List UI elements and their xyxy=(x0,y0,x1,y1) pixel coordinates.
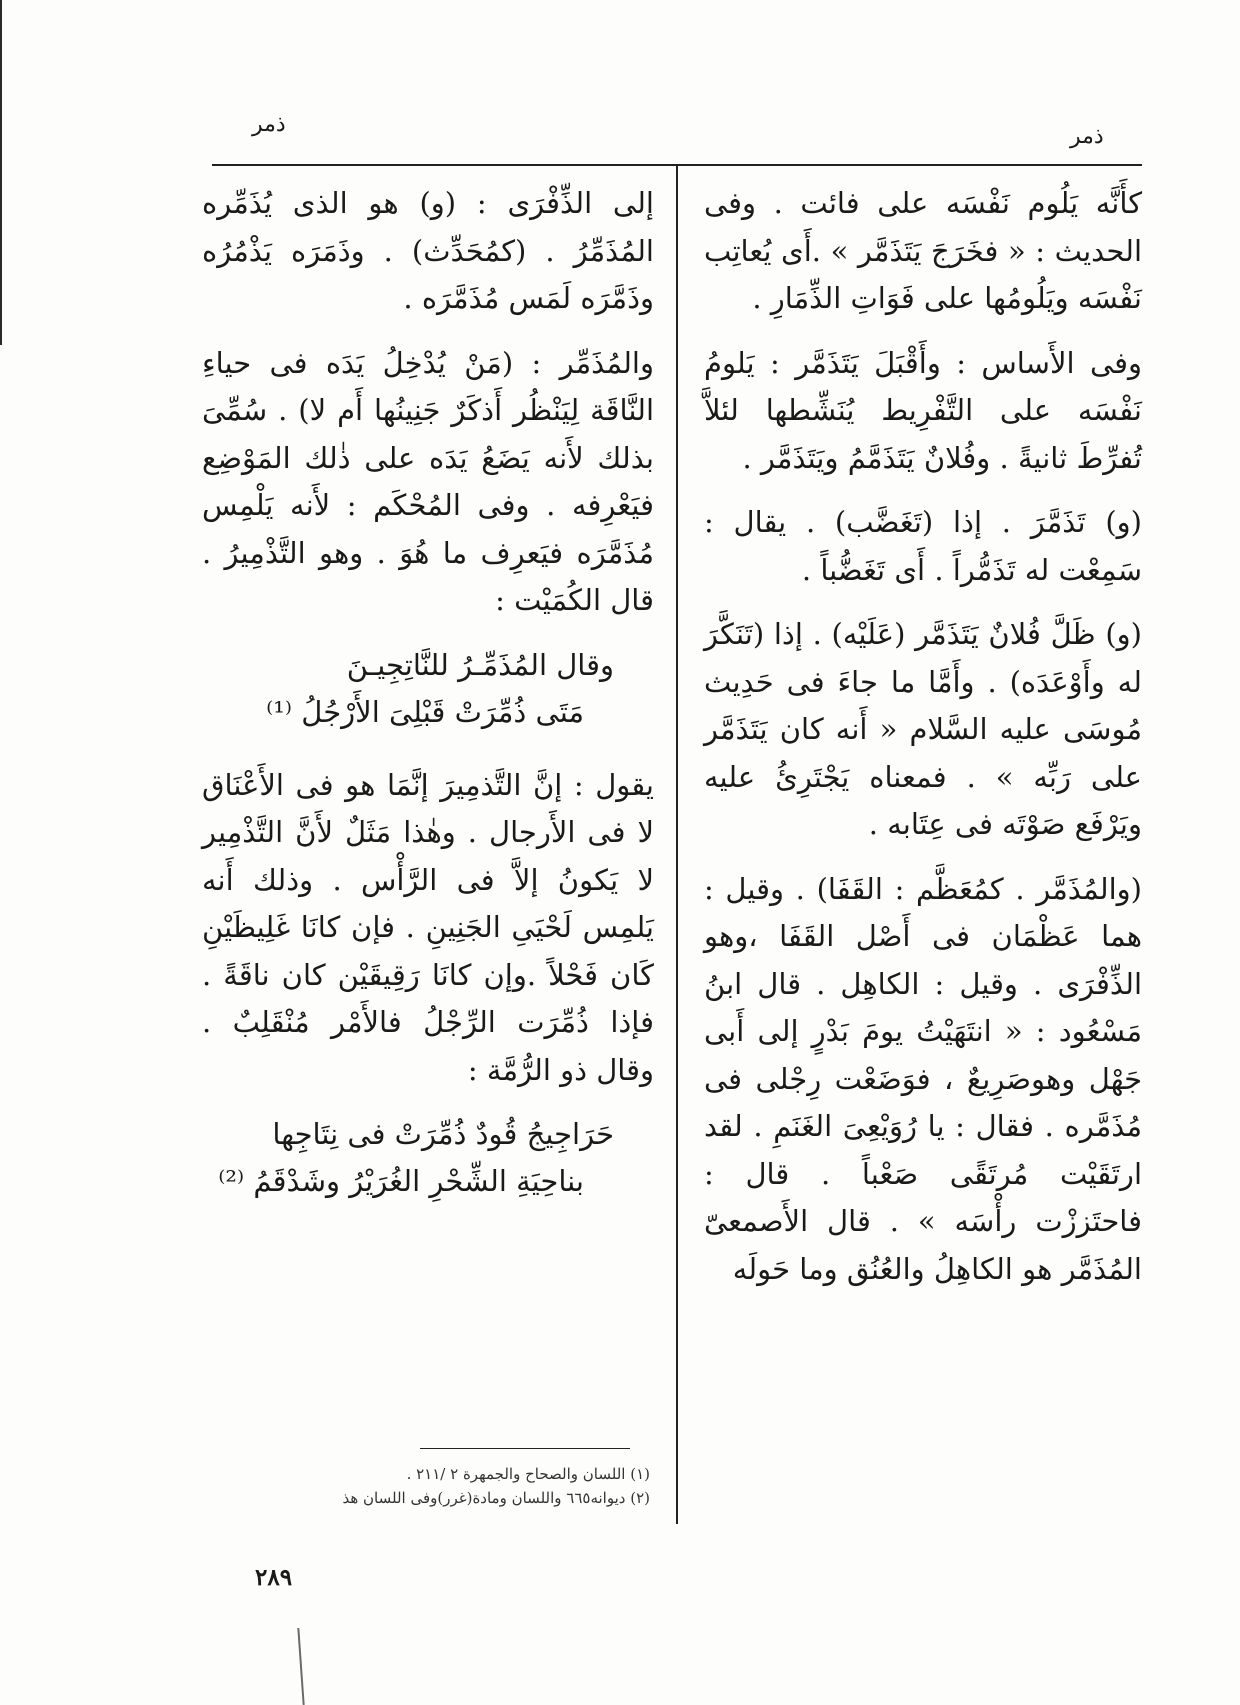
header-right-word: ذمر xyxy=(1070,124,1104,149)
footnote: (٢) ديوانه٦٦٥ واللسان ومادة(غرر)وفى اللسان هذ xyxy=(342,1489,650,1507)
header-left-word: ذمر xyxy=(252,112,286,137)
column-divider xyxy=(676,166,678,1524)
page-edge-line xyxy=(0,0,2,345)
verse-line: وقال المُذَمِّـرُ للنَّاتِجِيـنَ xyxy=(346,647,614,682)
stray-mark xyxy=(297,1628,304,1705)
left-paragraph: إلى الذِّفْرَى : (و) هو الذى يُذَمِّره المُذَمِّرُ . (كمُحَدِّث) . وذَمَرَه يَذْمُرُه وذَمَّرَه لَمَس مُذَمَّرَه . xyxy=(202,186,654,315)
right-paragraph: كأَنَّه يَلُوم نَفْسَه على فائت . وفى الحديث : « فخَرَجَ يَتَذَمَّر » .أَى يُعاتِب نَفْسَه ويَلُومُها على فَوَاتِ الذِّمَارِ . xyxy=(704,186,1142,315)
footnote-rule xyxy=(420,1448,630,1449)
verse-line: مَتَى ذُمِّرَتْ قَبْلِىَ الأَرْجُلُ ⁽¹⁾ xyxy=(266,694,584,729)
verse-line: بناحِيَةِ الشِّحْرِ الغُرَيْرُ وشَدْقَمُ ⁽²⁾ xyxy=(218,1164,584,1198)
page-number: ٢٨٩ xyxy=(255,1564,293,1591)
left-column xyxy=(202,180,654,1231)
verse-kumait xyxy=(202,642,654,736)
right-column xyxy=(704,180,1142,1310)
left-paragraph: والمُذَمِّر : (مَنْ يُدْخِلُ يَدَه فى حياءِ النَّاقَة لِيَنْظُر أَذكَرٌ جَنِينُها أَم لا) . سُمِّىَ بذلك لأَنه يَضَعُ يَدَه على ذٰلك المَوْضِع فيَعْرِفه . وفى المُحْكَم : لأَنه يَلْمِس مُذَمَّرَه فيَعرِف ما هُوَ . وهو التَّذْمِيرُ . قال الكُمَيْت : xyxy=(202,345,654,617)
right-paragraph: (و) تَذَمَّرَ . إذا (تَغَضَّب) . يقال : سَمِعْت له تَذَمُّراً . أَى تَغَضُّباً . xyxy=(704,505,1142,587)
verse-dhu-rumma xyxy=(202,1111,654,1205)
right-paragraph: (و) ظَلَّ فُلانٌ يَتَذَمَّر (عَلَيْه) . إذا (تَنَكَّرَ له وأَوْعَدَه) . وأَمَّا ما جاءَ فى حَدِيث مُوسَى عليه السَّلام « أَنه كان يَتَذَمَّر على رَبِّه » . فمعناه يَجْتَرِئُ عليه ويَرْفَع صَوْتَه فى عِتَابه . xyxy=(704,617,1142,841)
footnotes xyxy=(240,1462,650,1510)
footnote: (١) اللسان والصحاح والجمهرة ٢ /٢١١ . xyxy=(406,1465,650,1483)
verse-line: حَرَاجِيجُ قُودٌ ذُمِّرَتْ فى نِتَاجِها xyxy=(272,1117,614,1151)
right-paragraph: (والمُذَمَّر . كمُعَظَّم : القَفَا) . وقيل : هما عَظْمَان فى أَصْل القَفَا ،وهو الذِّفْرَى . وقيل : الكاهِل . قال ابنُ مَسْعُود : « انتَهَيْتُ يومَ بَدْرٍ إلى أَبى جَهْل وهوصَرِيعٌ ، فوَضَعْت رِجْلى فى مُذَمَّره . فقال : يا رُوَيْعِىَ الغَنَمِ . لقد ارتَقَيْت مُرتَقًى صَعْباً . قال : فاحتَززْت رأْسَه » . قال الأَصمعىّ المُذَمَّر هو الكاهِلُ والعُنُق وما حَولَه xyxy=(704,871,1142,1286)
right-paragraph: وفى الأَساس : وأَقْبَلَ يَتَذَمَّر : يَلومُ نَفْسَه على التَّفْرِيط يُنَشِّطها لئلاَّ تُفرِّطَ ثانيةً . وفُلانٌ يَتَذَمَّمُ ويَتَذَمَّر . xyxy=(704,345,1142,475)
left-paragraph: يقول : إنَّ التَّذمِيرَ إنَّمَا هو فى الأَعْنَاق لا فى الأَرجال . وهٰذا مَثَلٌ لأَنَّ التَّذْمِير لا يَكونُ إلاَّ فى الرَّأْس . وذلك أَنه يَلمِس لَحْيَىِ الجَنِينِ . فإن كانَا غَلِيظَيْنِ كَان فَحْلاً .وإن كانَا رَقِيقَيْن كان ناقَةً . فإذا ذُمِّرَت الرِّجْلُ فالأَمْر مُنْقَلِبٌ . وقال ذو الرُّمَّة : xyxy=(202,767,654,1087)
